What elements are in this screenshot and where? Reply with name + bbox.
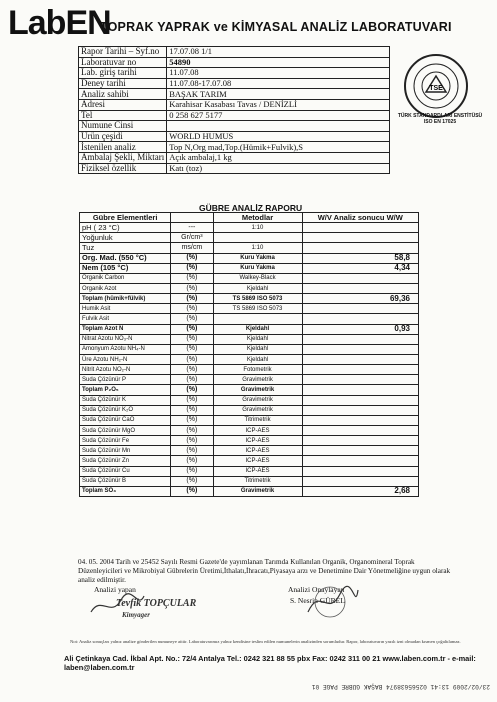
results-row bbox=[80, 294, 419, 304]
results-unit: (%) bbox=[171, 476, 213, 486]
results-name: Amonyum Azotu NH₄-N bbox=[80, 344, 171, 354]
results-value: 58,8 bbox=[302, 253, 418, 263]
seal-caption: TÜRK STANDARDLARI ENSTİTÜSÜ ISO EN 17025 bbox=[397, 113, 483, 125]
results-unit: (%) bbox=[171, 344, 213, 354]
info-value: 11.07.08 bbox=[167, 68, 390, 79]
results-method: Kuru Yakma bbox=[213, 253, 302, 263]
report-title: GÜBRE ANALİZ RAPORU bbox=[199, 203, 303, 213]
results-unit: (%) bbox=[171, 354, 213, 364]
info-row bbox=[79, 152, 390, 163]
results-name: Suda Çözünür Mn bbox=[80, 446, 171, 456]
info-label: Lab. giriş tarihi bbox=[79, 68, 167, 79]
results-unit: (%) bbox=[171, 324, 213, 334]
info-row bbox=[79, 142, 390, 153]
results-name: Suda Çözünür K₂O bbox=[80, 405, 171, 415]
results-value: 4,34 bbox=[302, 263, 418, 273]
results-value bbox=[302, 415, 418, 425]
results-row bbox=[80, 344, 419, 354]
results-value bbox=[302, 405, 418, 415]
lab-logo: LabEN bbox=[8, 4, 111, 42]
info-row bbox=[79, 47, 390, 58]
results-unit: Gr/cm³ bbox=[171, 233, 213, 243]
info-label: Deney tarihi bbox=[79, 78, 167, 89]
info-label: Rapor Tarihi – Syf.no bbox=[79, 47, 167, 58]
results-value bbox=[302, 233, 418, 243]
info-label: Ürün çeşidi bbox=[79, 131, 167, 142]
results-value bbox=[302, 395, 418, 405]
results-method: Fotometrik bbox=[213, 365, 302, 375]
info-label: Laboratuvar no bbox=[79, 57, 167, 68]
results-method: 1:10 bbox=[213, 243, 302, 253]
info-row bbox=[79, 68, 390, 79]
results-method: Gravimetrik bbox=[213, 395, 302, 405]
info-label: Ambalaj Şekli, Miktarı bbox=[79, 152, 167, 163]
results-method: Gravimetrik bbox=[213, 385, 302, 395]
results-value bbox=[302, 314, 418, 324]
results-value bbox=[302, 425, 418, 435]
tse-seal-icon bbox=[402, 52, 470, 120]
results-method bbox=[213, 233, 302, 243]
results-name: Nitrat Azotu NO₃-N bbox=[80, 334, 171, 344]
results-value bbox=[302, 375, 418, 385]
sample-info-table bbox=[78, 46, 390, 174]
results-method: TS 5869 ISO 5073 bbox=[213, 294, 302, 304]
results-header-row bbox=[80, 213, 419, 223]
fax-header-line: 23/02/2009 13:41 02565638974 BAŞAK GÜBRE PAGE 01 bbox=[311, 683, 490, 690]
results-method: Gravimetrik bbox=[213, 486, 302, 496]
results-row bbox=[80, 405, 419, 415]
results-row bbox=[80, 375, 419, 385]
results-method bbox=[213, 314, 302, 324]
info-value: 0 258 627 5177 bbox=[167, 110, 390, 121]
results-name: Suda Çözünür Zn bbox=[80, 456, 171, 466]
info-value: Açık ambalaj,1 kg bbox=[167, 152, 390, 163]
results-method: Gravimetrik bbox=[213, 405, 302, 415]
info-value: 11.07.08-17.07.08 bbox=[167, 78, 390, 89]
info-row bbox=[79, 163, 390, 174]
results-name: Tuz bbox=[80, 243, 171, 253]
results-row bbox=[80, 476, 419, 486]
results-value bbox=[302, 476, 418, 486]
results-unit: (%) bbox=[171, 365, 213, 375]
disclaimer: Not: Analiz sonuçları yalnız analize gönderilen numuneye aittir. Laboratuvarımız yalnız kendisine teslim edilen numunelerin analizinden sorumludur. Rapor, laboratuvarın yazılı izni olmadan kısmen çoğaltılamaz. bbox=[70, 639, 461, 644]
results-method: ICP-AES bbox=[213, 446, 302, 456]
results-name: pH ( 23 °C) bbox=[80, 223, 171, 233]
info-row bbox=[79, 57, 390, 68]
info-label: Tel bbox=[79, 110, 167, 121]
results-unit: (%) bbox=[171, 405, 213, 415]
results-row bbox=[80, 243, 419, 253]
results-unit: (%) bbox=[171, 283, 213, 293]
info-label: Fiziksel özellik bbox=[79, 163, 167, 174]
results-value: 0,93 bbox=[302, 324, 418, 334]
results-name: Nem (105 °C) bbox=[80, 263, 171, 273]
results-unit: (%) bbox=[171, 263, 213, 273]
lab-subtitle: TOPRAK YAPRAK ve KİMYASAL ANALİZ LABORATUVARI bbox=[100, 20, 452, 34]
results-method: ICP-AES bbox=[213, 466, 302, 476]
results-unit: (%) bbox=[171, 425, 213, 435]
results-value bbox=[302, 273, 418, 283]
results-row bbox=[80, 334, 419, 344]
results-row bbox=[80, 466, 419, 476]
info-value bbox=[167, 121, 390, 132]
results-row bbox=[80, 436, 419, 446]
results-name: Fulvik Asit bbox=[80, 314, 171, 324]
results-method: Walkey-Black bbox=[213, 273, 302, 283]
results-unit: (%) bbox=[171, 294, 213, 304]
results-name: Suda Çözünür Fe bbox=[80, 436, 171, 446]
results-method: Kuru Yakma bbox=[213, 263, 302, 273]
results-row bbox=[80, 233, 419, 243]
results-row bbox=[80, 415, 419, 425]
info-row bbox=[79, 131, 390, 142]
results-row bbox=[80, 253, 419, 263]
results-name: Suda Çözünür P bbox=[80, 375, 171, 385]
info-row bbox=[79, 110, 390, 121]
results-header-cell: Metodlar bbox=[213, 213, 302, 223]
results-name: Humik Asit bbox=[80, 304, 171, 314]
results-name: Nitrit Azotu NO₂-N bbox=[80, 365, 171, 375]
seal-mark: TSE bbox=[429, 85, 443, 92]
results-value bbox=[302, 243, 418, 253]
analyst-title: Kimyager bbox=[122, 611, 150, 619]
info-row bbox=[79, 121, 390, 132]
results-value bbox=[302, 436, 418, 446]
info-row bbox=[79, 89, 390, 100]
results-value bbox=[302, 304, 418, 314]
info-label: Adresi bbox=[79, 99, 167, 110]
results-name: Suda Çözünür MgO bbox=[80, 425, 171, 435]
results-name: Suda Çözünür B bbox=[80, 476, 171, 486]
info-label: İstenilen analiz bbox=[79, 142, 167, 153]
info-row bbox=[79, 99, 390, 110]
results-name: Suda Çözünür Cu bbox=[80, 466, 171, 476]
results-name: Org. Mad. (550 °C) bbox=[80, 253, 171, 263]
results-value bbox=[302, 344, 418, 354]
info-value: Karahisar Kasabası Tavas / DENİZLİ bbox=[167, 99, 390, 110]
info-label: Analiz sahibi bbox=[79, 89, 167, 100]
results-row bbox=[80, 365, 419, 375]
info-label: Numune Cinsi bbox=[79, 121, 167, 132]
results-method: Titrimetrik bbox=[213, 476, 302, 486]
results-row bbox=[80, 425, 419, 435]
results-row bbox=[80, 486, 419, 496]
results-unit: (%) bbox=[171, 436, 213, 446]
results-method: ICP-AES bbox=[213, 425, 302, 435]
results-method: Kjeldahl bbox=[213, 283, 302, 293]
results-unit: (%) bbox=[171, 314, 213, 324]
results-unit: (%) bbox=[171, 375, 213, 385]
results-method: Titrimetrik bbox=[213, 415, 302, 425]
results-row bbox=[80, 223, 419, 233]
results-name: Toplam Azot N bbox=[80, 324, 171, 334]
results-row bbox=[80, 446, 419, 456]
info-value: BAŞAK TARIM bbox=[167, 89, 390, 100]
results-method: 1:10 bbox=[213, 223, 302, 233]
results-header-cell: W/V Analiz sonucu W/W bbox=[302, 213, 418, 223]
results-row bbox=[80, 385, 419, 395]
info-row bbox=[79, 78, 390, 89]
results-unit: (%) bbox=[171, 334, 213, 344]
results-value bbox=[302, 223, 418, 233]
results-name: Üre Azotu NH₂-N bbox=[80, 354, 171, 364]
results-name: Suda Çözünür CaO bbox=[80, 415, 171, 425]
results-row bbox=[80, 273, 419, 283]
results-method: Kjeldahl bbox=[213, 324, 302, 334]
results-unit: (%) bbox=[171, 415, 213, 425]
results-name: Toplam SO₃ bbox=[80, 486, 171, 496]
results-method: Gravimetrik bbox=[213, 375, 302, 385]
results-value bbox=[302, 446, 418, 456]
results-row bbox=[80, 263, 419, 273]
results-value bbox=[302, 354, 418, 364]
info-value: Katı (toz) bbox=[167, 163, 390, 174]
info-value: 17.07.08 1/1 bbox=[167, 47, 390, 58]
results-value bbox=[302, 385, 418, 395]
results-header-cell bbox=[171, 213, 213, 223]
results-name: Toplam (hümik+fülvik) bbox=[80, 294, 171, 304]
results-unit: (%) bbox=[171, 385, 213, 395]
results-value bbox=[302, 466, 418, 476]
approver-signature-icon bbox=[300, 582, 360, 622]
results-method: Kjeldahl bbox=[213, 334, 302, 344]
info-value: 54890 bbox=[167, 57, 390, 68]
results-method: Kjeldahl bbox=[213, 354, 302, 364]
analyst-stamp: Tevfik TOPÇULAR bbox=[116, 598, 197, 609]
results-unit: (%) bbox=[171, 456, 213, 466]
analyst-label: Analizi yapan bbox=[94, 585, 136, 594]
results-name: Yoğunluk bbox=[80, 233, 171, 243]
results-method: TS 5869 ISO 5073 bbox=[213, 304, 302, 314]
lab-address: Ali Çetinkaya Cad. İkbal Apt. No.: 72/4 Antalya Tel.: 0242 321 88 55 pbx Fax: 0242 311 00 21 www.laben.com.tr - e-mail: laben@laben.com.tr bbox=[64, 654, 476, 672]
info-value: Top N,Org mad,Top.(Hümik+Fulvik),S bbox=[167, 142, 390, 153]
results-row bbox=[80, 314, 419, 324]
results-method: ICP-AES bbox=[213, 456, 302, 466]
results-row bbox=[80, 354, 419, 364]
results-name: Organik Carbon bbox=[80, 273, 171, 283]
results-unit: --- bbox=[171, 223, 213, 233]
results-unit: (%) bbox=[171, 466, 213, 476]
results-unit: (%) bbox=[171, 304, 213, 314]
results-row bbox=[80, 456, 419, 466]
regulation-note: 04. 05. 2004 Tarih ve 25452 Sayılı Resmi Gazete'de yayımlanan Tarımda Kullanılan Organik, Organomineral Toprak Düzenleyicileri ve Mikrobiyal Gübrelerin Üretimi,İthalatı,İhracatı,Piyasaya arzı ve Denetimine Dair Yönetmeliğine uygun olarak analiz edilmiştir. bbox=[78, 558, 451, 584]
results-row bbox=[80, 283, 419, 293]
results-unit: (%) bbox=[171, 253, 213, 263]
results-unit: ms/cm bbox=[171, 243, 213, 253]
results-unit: (%) bbox=[171, 486, 213, 496]
approver-label: Analizi Onaylayan bbox=[288, 585, 345, 594]
results-name: Organik Azot bbox=[80, 283, 171, 293]
info-value: WORLD HUMUS bbox=[167, 131, 390, 142]
results-value bbox=[302, 456, 418, 466]
results-unit: (%) bbox=[171, 273, 213, 283]
results-value bbox=[302, 283, 418, 293]
approver-name: S. Nesrin GÜREL bbox=[290, 596, 345, 605]
analyst-signature-icon bbox=[86, 590, 146, 620]
results-value bbox=[302, 334, 418, 344]
results-method: Kjeldahl bbox=[213, 344, 302, 354]
analysis-results-table bbox=[79, 212, 419, 497]
results-name: Toplam P₂O₅ bbox=[80, 385, 171, 395]
results-name: Suda Çözünür K bbox=[80, 395, 171, 405]
results-row bbox=[80, 304, 419, 314]
results-value: 2,68 bbox=[302, 486, 418, 496]
results-row bbox=[80, 395, 419, 405]
results-value: 69,36 bbox=[302, 294, 418, 304]
results-value bbox=[302, 365, 418, 375]
results-unit: (%) bbox=[171, 395, 213, 405]
results-unit: (%) bbox=[171, 446, 213, 456]
results-row bbox=[80, 324, 419, 334]
results-header-cell: Gübre Elementleri bbox=[80, 213, 171, 223]
results-method: ICP-AES bbox=[213, 436, 302, 446]
